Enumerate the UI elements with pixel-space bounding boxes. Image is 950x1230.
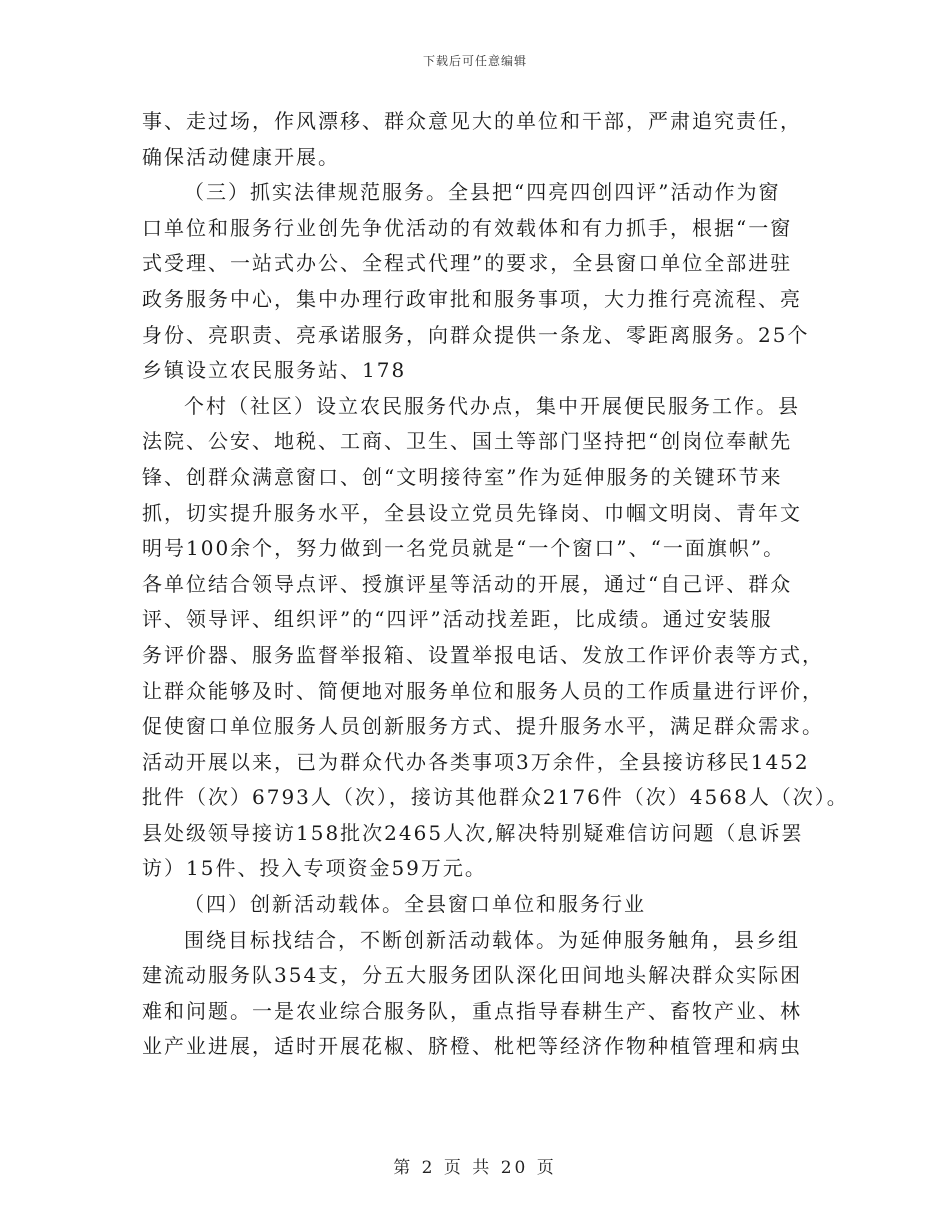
text-line: 事、走过场，作风漂移、群众意见大的单位和干部，严肃追究责任， bbox=[142, 109, 802, 133]
text-line: 个村（社区）设立农民服务代办点，集中开展便民服务工作。县 bbox=[184, 393, 800, 418]
body-text bbox=[142, 104, 849, 1065]
text-line: 法院、公安、地税、工商、卫生、国土等部门坚持把“创岗位奉献先 bbox=[142, 429, 793, 454]
text-line: 确保活动健康开展。 bbox=[142, 144, 340, 169]
text-line: 各单位结合领导点评、授旗评星等活动的开展，通过“自己评、群众 bbox=[142, 571, 793, 596]
text-line: 务评价器、服务监督举报箱、设置举报电话、发放工作评价表等方式， bbox=[142, 642, 824, 667]
text-line: 评、领导评、组织评”的“四评”活动找差距，比成绩。通过安装服 bbox=[142, 607, 773, 632]
text-line: 明号100余个，努力做到一名党员就是“一个窗口”、“一面旗帜”。 bbox=[142, 536, 786, 561]
text-line: 口单位和服务行业创先争优活动的有效载体和有力抓手，根据“一窗 bbox=[142, 215, 793, 240]
text-line: （四）创新活动载体。全县窗口单位和服务行业 bbox=[184, 892, 646, 917]
text-line: 让群众能够及时、简便地对服务单位和服务人员的工作质量进行评价， bbox=[142, 678, 824, 703]
text-line: 式受理、一站式办公、全程式代理”的要求，全县窗口单位全部进驻 bbox=[142, 251, 793, 276]
page-number: 第 2 页 共 20 页 bbox=[393, 1158, 557, 1178]
text-line: 难和问题。一是农业综合服务队，重点指导春耕生产、畜牧产业、林 bbox=[142, 998, 802, 1023]
text-line: 乡镇设立农民服务站、178 bbox=[142, 358, 407, 383]
text-line: 访）15件、投入专项资金59万元。 bbox=[142, 856, 487, 881]
text-line: 批件（次）6793人（次），接访其他群众2176件（次）4568人（次）。 bbox=[142, 785, 849, 810]
text-line: 促使窗口单位服务人员创新服务方式、提升服务水平，满足群众需求。 bbox=[142, 714, 824, 739]
text-line: 抓，切实提升服务水平，全县设立党员先锋岗、巾帼文明岗、青年文 bbox=[142, 500, 802, 525]
text-line: （三）抓实法律规范服务。全县把“四亮四创四评”活动作为窗 bbox=[184, 180, 781, 205]
text-line: 建流动服务队354支，分五大服务团队深化田间地头解决群众实际困 bbox=[142, 963, 803, 988]
text-line: 活动开展以来，已为群众代办各类事项3万余件，全县接访移民1452 bbox=[142, 749, 810, 774]
text-line: 身份、亮职责、亮承诺服务，向群众提供一条龙、零距离服务。25个 bbox=[142, 322, 810, 347]
text-line: 业产业进展，适时开展花椒、脐橙、枇杷等经济作物种植管理和病虫 bbox=[142, 1034, 802, 1059]
text-line: 锋、创群众满意窗口、创“文明接待室”作为延伸服务的关键环节来 bbox=[142, 464, 783, 489]
text-line: 围绕目标找结合，不断创新活动载体。为延伸服务触角，县乡组 bbox=[184, 927, 800, 952]
text-line: 政务服务中心，集中办理行政审批和服务事项，大力推行亮流程、亮 bbox=[142, 286, 802, 311]
page-header: 下载后可任意编辑 bbox=[422, 54, 527, 68]
text-line: 县处级领导接访158批次2465人次,解决特别疑难信访问题（息诉罢 bbox=[142, 820, 804, 845]
